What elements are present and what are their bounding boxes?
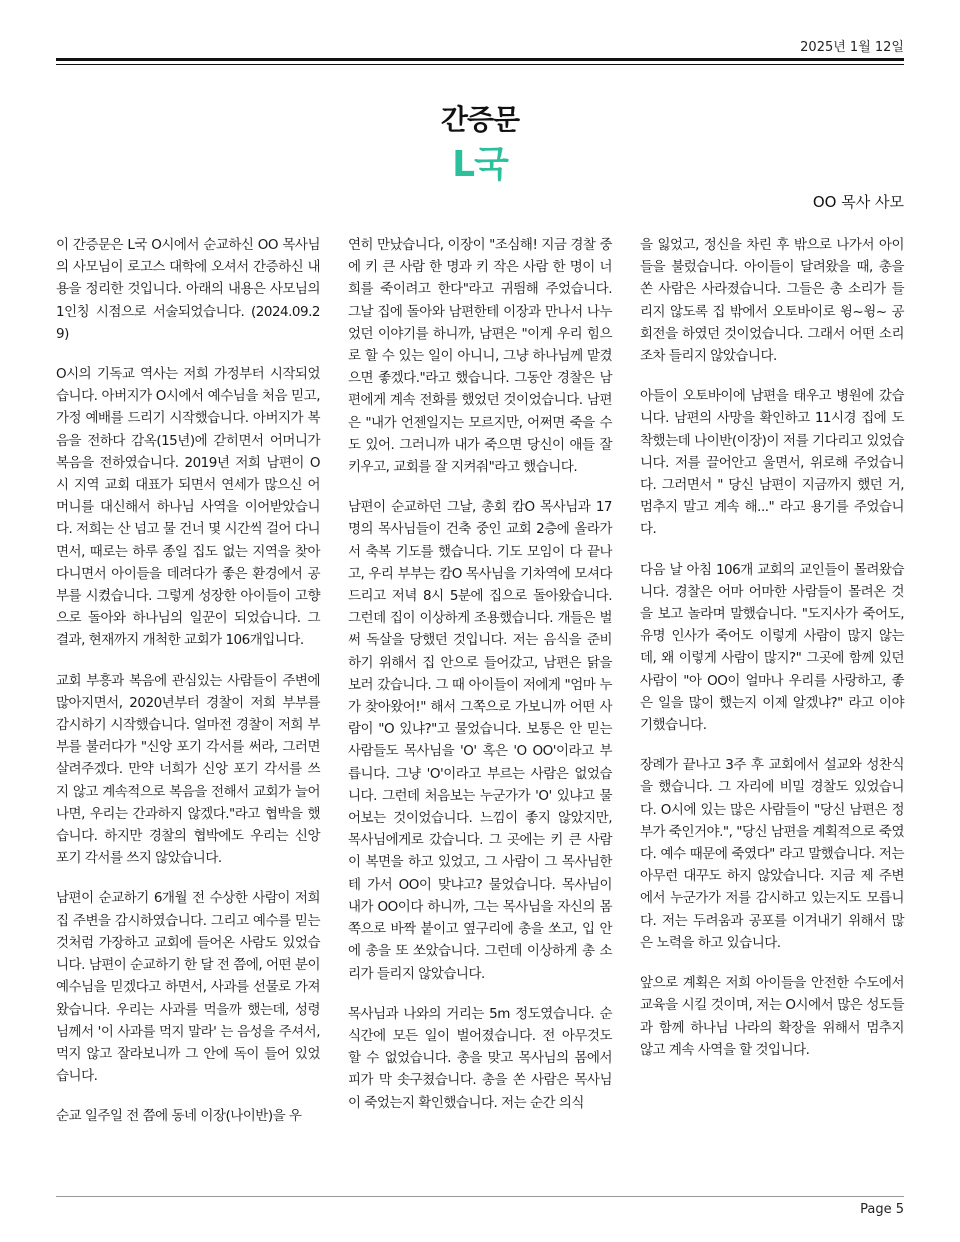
author-byline: OO 목사 사모 (812, 193, 904, 211)
paragraph: 남편이 순교하던 그날, 총회 캄O 목사님과 17명의 목사님들이 건축 중인 교회 2층에 올라가서 축복 기도를 했습니다. 기도 모임이 다 끝나고, 우리 부부는 캄O 목사님을 기차역에 모셔다 드리고 저녁 8시 5분에 집으로 돌아왔습니다. 그런데 집이 이상하게 조용했습니다. 개들은 벌써 독살을 당했던 것입니다. 저는 음식을 준비하기 위해서 집 안으로 들어갔고, 남편은 닭을 보러 갔습니다. 그 때 아이들이 저에게 "엄마 누가 찾아왔어!" 해서 그쪽으로 가보니까 어떤 사람이 "O 있냐?"고 물었습니다. 보통은 안 믿는 사람들도 목사님을 'O' 혹은 'O OO'이라고 부릅니다. 그냥 'O'이라고 부르는 사람은 없었습니다. 그런데 처음보는 누군가가 'O' 있냐고 물어보는 것이었습니다. 느낌이 좋지 않았지만, 목사님에게로 갔습니다. 그 곳에는 키 큰 사람이 복면을 하고 있었고, 그 사람이 그 목사님한테 가서 OO이 맞냐고? 물었습니다. 목사님이 내가 OO이다 하니까, 그는 목사님을 자신의 몸쪽으로 바짝 붙이고 옆구리에 총을 쏘고, 입 안에 총을 또 쏘았습니다. 그런데 이상하게 총 소리가 들리지 않았습니다. (348, 499, 612, 982)
footer-rule (56, 1196, 904, 1197)
header-rule-thick (56, 58, 904, 61)
paragraph: 목사님과 나와의 거리는 5m 정도였습니다. 순식간에 모든 일이 벌어졌습니다. 전 아무것도 할 수 없었습니다. 총을 맞고 목사님의 몸에서 피가 막 솟구쳤습니다. 총을 쏜 사람은 목사님이 죽었는지 확인했습니다. 저는 순간 의식 (348, 1005, 612, 1111)
header-rule-thin (56, 64, 904, 65)
issue-date: 2025년 1월 12일 (800, 40, 904, 55)
paragraph: 장례가 끝나고 3주 후 교회에서 설교와 성찬식을 했습니다. 그 자리에 비밀 경찰도 있었습니다. O시에 있는 많은 사람들이 "당신 남편은 정부가 죽인거야.", "당신 남편을 계획적으로 죽였다. 예수 때문에 죽였다" 라고 말했습니다. 저는 아무런 대꾸도 하지 않았습니다. 지금 제 주변에서 누군가가 저를 감시하고 있는지도 모릅니다. 저는 두려움과 공포를 이겨내기 위해서 많은 노력을 하고 있습니다. (640, 757, 904, 951)
paragraph: 연히 만났습니다, 이장이 "조심해! 지금 경찰 중에 키 큰 사람 한 명과 키 작은 사람 한 명이 너희를 죽이려고 한다"라고 귀띔해 주었습니다. 그날 집에 돌아와 남편한테 이장과 만나서 나누었던 이야기를 하니까, 남편은 "이게 우리 힘으로 할 수 있는 일이 아니니, 그냥 하나님께 맡겼으면 좋겠다."라고 했습니다. 그동안 경찰은 남편에게 계속 전화를 했었던 것이었습니다. 남편은 "내가 언젠일지는 모르지만, 어쩌면 죽을 수도 있어. 그러니까 내가 죽으면 당신이 애들 잘 키우고, 교회를 잘 지켜줘"라고 했습니다. (348, 237, 612, 476)
paragraph: 다음 날 아침 106개 교회의 교인들이 몰려왔습니다. 경찰은 어마 어마한 사람들이 몰려온 것을 보고 놀라며 말했습니다. "도지사가 죽어도, 유명 인사가 죽어도 이렇게 사람이 많지 않는데, 왜 이렇게 사람이 많지?" 그곳에 함께 있던 사람이 "아 OO이 얼마나 우리를 사랑하고, 좋은 일을 많이 했는지 이제 알겠냐?" 라고 이야기했습니다. (640, 561, 904, 734)
paragraph: 앞으로 계획은 저희 아이들을 안전한 수도에서 교육을 시킬 것이며, 저는 O시에서 많은 성도들과 함께 하나님 나라의 확장을 위해서 멈추지 않고 계속 사역을 할 것입니다. (640, 975, 904, 1058)
paragraph: 아들이 오토바이에 남편을 태우고 병원에 갔습니다. 남편의 사망을 확인하고 11시경 집에 도착했는데 나이반(이장)이 저를 기다리고 있었습니다. 저를 끌어안고 울면서, 위로해 주었습니다. 그러면서 " 당신 남편이 지금까지 했던 거, 멈추지 말고 계속 해..." 라고 용기를 주었습니다. (640, 388, 904, 538)
paragraph: 교회 부흥과 복음에 관심있는 사람들이 주변에 많아지면서, 2020년부터 경찰이 저희 부부를 감시하기 시작했습니다. 얼마전 경찰이 저희 부부를 불러다가 "신앙 포기 각서를 써라, 그러면 살려주겠다. 만약 너희가 신앙 포기 각서를 쓰지 않고 계속적으로 복음을 전해서 교회가 늘어나면, 우리는 간과하지 않겠다."라고 협박을 했습니다. 하지만 경찰의 협박에도 우리는 신앙 포기 각서를 쓰지 않았습니다. (56, 672, 320, 867)
paragraph: O시의 기독교 역사는 저희 가정부터 시작되었습니다. 아버지가 O시에서 예수님을 처음 믿고, 가정 예배를 드리기 시작했습니다. 아버지가 복음을 전하다 감옥(15년)에 갇히면서 어머니가 복음을 전하였습니다. 2019년 저희 남편이 O시 지역 교회 대표가 되면서 연세가 많으신 어머니를 대신해서 하나님 사역을 이어받았습니다. 저희는 산 넘고 물 건너 몇 시간씩 걸어 다니면서, 때로는 하루 종일 집도 없는 지역을 찾아 다니면서 아이들을 데려다가 좋은 환경에서 공부를 시켰습니다. 그렇게 성장한 아이들이 고향으로 돌아와 하나님의 일꾼이 되었습니다. 그 결과, 현재까지 개척한 교회가 106개입니다. (56, 366, 320, 649)
page-title: 간증문 (440, 103, 520, 136)
paragraph: 이 간증문은 L국 O시에서 순교하신 OO 목사님의 사모님이 로고스 대학에 오셔서 간증하신 내용을 정리한 것입니다. 아래의 내용은 사모님의 1인칭 시점으로 서술되었습니다. (2024.09.29) (56, 237, 320, 342)
paragraph: 순교 일주일 전 쯤에 동네 이장(나이반)을 우 (56, 1108, 302, 1125)
paragraph: 남편이 순교하기 6개월 전 수상한 사람이 저희 집 주변을 감시하였습니다. 그리고 예수를 믿는 것처럼 가장하고 교회에 들어온 사람도 있었습니다. 남편이 순교하기 한 달 전 쯤에, 어떤 분이 예수님을 믿겠다고 하면서, 사과를 선물로 가져왔습니다. 우리는 사과를 먹을까 했는데, 성령님께서 '이 사과를 먹지 말라' 는 음성을 주셔서, 먹지 않고 잘라보니까 그 안에 독이 들어 있었습니다. (56, 890, 320, 1085)
article-column-3 (640, 234, 904, 1079)
paragraph: 을 잃었고, 정신을 차린 후 밖으로 나가서 아이들을 불렀습니다. 아이들이 달려왔을 때, 총을 쏜 사람은 사라졌습니다. 그들은 총 소리가 들리지 않도록 집 밖에서 오토바이로 윙~윙~ 공회전을 하였던 것이었습니다. 그래서 어떤 소리조차 들리지 않았습니다. (640, 237, 904, 365)
article-column-2 (348, 234, 612, 1132)
page-number: Page 5 (860, 1202, 904, 1217)
article-column-1 (56, 234, 320, 1146)
page-subtitle: L국 (452, 144, 508, 185)
